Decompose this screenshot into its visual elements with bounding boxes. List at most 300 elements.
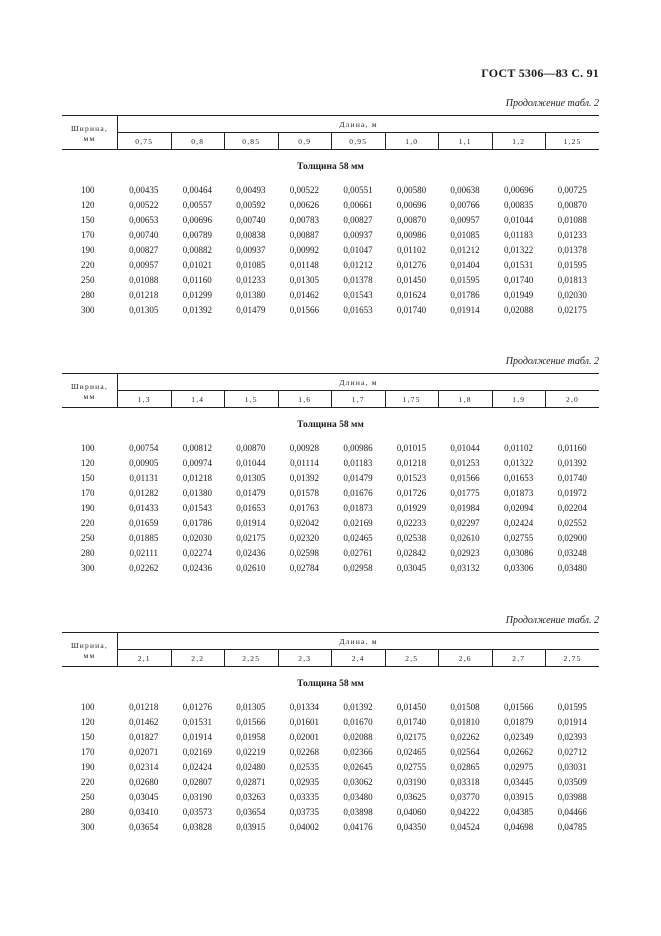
value-cell: 0,01183 <box>343 457 373 468</box>
value-cell: 0,03735 <box>289 806 320 817</box>
value-cell: 0,01659 <box>129 517 159 528</box>
data-table <box>62 440 599 575</box>
value-cell: 0,03828 <box>182 821 212 832</box>
value-cell: 0,03306 <box>503 562 534 573</box>
length-value-header: 0,95 <box>332 133 386 150</box>
table-row <box>62 182 599 197</box>
value-cell: 0,00626 <box>289 199 320 210</box>
value-cell: 0,01479 <box>236 304 266 315</box>
value-cell: 0,00725 <box>557 184 587 195</box>
value-cell: 0,00882 <box>182 244 212 255</box>
value-cell: 0,03190 <box>396 776 427 787</box>
width-cell: 190 <box>81 761 95 772</box>
value-cell: 0,00783 <box>289 214 320 225</box>
value-cell: 0,02610 <box>450 532 480 543</box>
value-cell: 0,01676 <box>343 487 373 498</box>
value-cell: 0,01775 <box>450 487 480 498</box>
value-cell: 0,01322 <box>503 244 534 255</box>
length-value-header: 2,25 <box>225 650 279 667</box>
value-cell: 0,02958 <box>343 562 373 573</box>
value-cell: 0,01543 <box>182 502 212 513</box>
width-cell: 300 <box>81 562 95 573</box>
value-cell: 0,02680 <box>129 776 159 787</box>
value-cell: 0,03480 <box>343 791 373 802</box>
value-cell: 0,01218 <box>396 457 427 468</box>
table-row <box>62 485 599 500</box>
value-cell: 0,02030 <box>182 532 212 543</box>
width-column-header: Ширина, мм <box>62 116 118 150</box>
value-cell: 0,03132 <box>450 562 480 573</box>
value-cell: 0,01218 <box>182 472 212 483</box>
value-cell: 0,01531 <box>182 716 212 727</box>
value-cell: 0,02175 <box>557 304 587 315</box>
value-cell: 0,00435 <box>129 184 159 195</box>
value-cell: 0,04524 <box>450 821 480 832</box>
value-cell: 0,01972 <box>557 487 587 498</box>
length-value-header: 1,7 <box>332 391 386 408</box>
value-cell: 0,00870 <box>557 199 587 210</box>
length-value-header: 1,3 <box>118 391 172 408</box>
width-cell: 120 <box>81 716 95 727</box>
value-cell: 0,00522 <box>129 199 159 210</box>
value-cell: 0,04060 <box>396 806 427 817</box>
value-cell: 0,03086 <box>503 547 534 558</box>
value-cell: 0,03770 <box>450 791 480 802</box>
value-cell: 0,01653 <box>343 304 373 315</box>
value-cell: 0,01253 <box>450 457 480 468</box>
value-cell: 0,02564 <box>450 746 480 757</box>
value-cell: 0,00493 <box>236 184 266 195</box>
value-cell: 0,00696 <box>396 199 427 210</box>
value-cell: 0,01380 <box>182 487 212 498</box>
length-header: Длина, м <box>118 633 600 650</box>
length-header: Длина, м <box>118 374 600 391</box>
length-value-header: 0,8 <box>171 133 225 150</box>
value-cell: 0,04222 <box>450 806 480 817</box>
value-cell: 0,01873 <box>343 502 373 513</box>
data-table <box>62 182 599 317</box>
value-cell: 0,00974 <box>182 457 212 468</box>
value-cell: 0,01578 <box>289 487 320 498</box>
value-cell: 0,02094 <box>503 502 534 513</box>
value-cell: 0,02001 <box>289 731 320 742</box>
width-cell: 220 <box>81 259 95 270</box>
length-value-header: 2,3 <box>278 650 332 667</box>
value-cell: 0,02219 <box>236 746 266 757</box>
length-value-header: 1,8 <box>439 391 493 408</box>
value-cell: 0,01479 <box>236 487 266 498</box>
value-cell: 0,00580 <box>396 184 427 195</box>
value-cell: 0,03573 <box>182 806 212 817</box>
value-cell: 0,01044 <box>503 214 534 225</box>
value-cell: 0,01566 <box>450 472 480 483</box>
value-cell: 0,01958 <box>236 731 266 742</box>
table-header <box>62 373 599 408</box>
value-cell: 0,02900 <box>557 532 587 543</box>
value-cell: 0,01305 <box>289 274 320 285</box>
length-value-header: 2,6 <box>439 650 493 667</box>
value-cell: 0,01088 <box>557 214 587 225</box>
table-section-1 <box>62 97 599 317</box>
value-cell: 0,03480 <box>557 562 587 573</box>
table-row <box>62 287 599 302</box>
value-cell: 0,00592 <box>236 199 266 210</box>
value-cell: 0,00827 <box>129 244 159 255</box>
value-cell: 0,01879 <box>503 716 534 727</box>
value-cell: 0,01392 <box>343 701 373 712</box>
value-cell: 0,03045 <box>396 562 427 573</box>
value-cell: 0,01282 <box>129 487 159 498</box>
table-row <box>62 242 599 257</box>
value-cell: 0,01740 <box>396 716 427 727</box>
width-column-header: Ширина, мм <box>62 374 118 408</box>
width-cell: 150 <box>81 214 95 225</box>
value-cell: 0,02088 <box>503 304 534 315</box>
length-value-header: 1,1 <box>439 133 493 150</box>
thickness-heading: Толщина 58 мм <box>297 162 364 172</box>
value-cell: 0,02538 <box>396 532 427 543</box>
table-row <box>62 804 599 819</box>
width-cell: 300 <box>81 821 95 832</box>
value-cell: 0,02842 <box>396 547 427 558</box>
value-cell: 0,02712 <box>557 746 587 757</box>
value-cell: 0,01508 <box>450 701 480 712</box>
value-cell: 0,03915 <box>503 791 534 802</box>
value-cell: 0,00740 <box>129 229 159 240</box>
value-cell: 0,03445 <box>503 776 534 787</box>
value-cell: 0,03654 <box>236 806 266 817</box>
value-cell: 0,03915 <box>236 821 266 832</box>
value-cell: 0,01653 <box>503 472 534 483</box>
length-value-header: 2,4 <box>332 650 386 667</box>
width-column-header: Ширина, мм <box>62 633 118 667</box>
value-cell: 0,03318 <box>450 776 480 787</box>
value-cell: 0,02436 <box>236 547 266 558</box>
value-cell: 0,01726 <box>396 487 427 498</box>
width-cell: 100 <box>81 701 95 712</box>
value-cell: 0,01462 <box>289 289 320 300</box>
value-cell: 0,01885 <box>129 532 159 543</box>
value-cell: 0,02807 <box>182 776 212 787</box>
value-cell: 0,01462 <box>129 716 159 727</box>
value-cell: 0,00696 <box>182 214 212 225</box>
value-cell: 0,01595 <box>450 274 480 285</box>
value-cell: 0,01160 <box>557 442 587 453</box>
value-cell: 0,01813 <box>557 274 587 285</box>
value-cell: 0,01102 <box>397 244 426 255</box>
value-cell: 0,02030 <box>557 289 587 300</box>
length-value-header: 1,5 <box>225 391 279 408</box>
value-cell: 0,02552 <box>557 517 587 528</box>
value-cell: 0,02480 <box>236 761 266 772</box>
value-cell: 0,02169 <box>343 517 373 528</box>
value-cell: 0,03190 <box>182 791 212 802</box>
width-cell: 150 <box>81 472 95 483</box>
table-section-2 <box>62 355 599 575</box>
value-cell: 0,01914 <box>182 731 212 742</box>
value-cell: 0,03335 <box>289 791 320 802</box>
table-row <box>62 560 599 575</box>
width-cell: 220 <box>81 776 95 787</box>
width-cell: 170 <box>81 487 95 498</box>
value-cell: 0,01131 <box>129 472 159 483</box>
value-cell: 0,01929 <box>396 502 427 513</box>
value-cell: 0,03031 <box>557 761 587 772</box>
value-cell: 0,01276 <box>396 259 427 270</box>
value-cell: 0,01566 <box>236 716 266 727</box>
value-cell: 0,00870 <box>396 214 427 225</box>
value-cell: 0,02204 <box>557 502 587 513</box>
width-cell: 280 <box>81 289 95 300</box>
table-row <box>62 744 599 759</box>
value-cell: 0,01740 <box>557 472 587 483</box>
value-cell: 0,01183 <box>504 229 534 240</box>
value-cell: 0,01566 <box>503 701 534 712</box>
value-cell: 0,01763 <box>289 502 320 513</box>
length-value-header: 1,75 <box>385 391 439 408</box>
length-value-header: 2,0 <box>546 391 600 408</box>
length-value-header: 1,2 <box>492 133 546 150</box>
value-cell: 0,01218 <box>129 701 159 712</box>
value-cell: 0,01914 <box>557 716 587 727</box>
value-cell: 0,01305 <box>236 472 266 483</box>
value-cell: 0,01160 <box>182 274 212 285</box>
value-cell: 0,02175 <box>396 731 427 742</box>
value-cell: 0,01102 <box>504 442 534 453</box>
value-cell: 0,00937 <box>343 229 373 240</box>
thickness-heading: Толщина 58 мм <box>297 420 364 430</box>
value-cell: 0,00557 <box>182 199 212 210</box>
value-cell: 0,02393 <box>557 731 587 742</box>
value-cell: 0,01334 <box>289 701 320 712</box>
width-cell: 190 <box>81 502 95 513</box>
value-cell: 0,01786 <box>182 517 212 528</box>
length-value-header: 1,4 <box>171 391 225 408</box>
value-cell: 0,03654 <box>129 821 159 832</box>
value-cell: 0,01984 <box>450 502 480 513</box>
table-caption: Продолжение табл. 2 <box>505 356 599 367</box>
value-cell: 0,02465 <box>396 746 427 757</box>
value-cell: 0,00522 <box>289 184 320 195</box>
length-value-header: 1,0 <box>385 133 439 150</box>
value-cell: 0,02042 <box>289 517 320 528</box>
value-cell: 0,01740 <box>396 304 427 315</box>
value-cell: 0,00754 <box>129 442 159 453</box>
value-cell: 0,00905 <box>129 457 159 468</box>
value-cell: 0,02871 <box>236 776 266 787</box>
value-cell: 0,01044 <box>236 457 266 468</box>
value-cell: 0,01740 <box>503 274 534 285</box>
table-row <box>62 197 599 212</box>
value-cell: 0,01433 <box>129 502 159 513</box>
value-cell: 0,01218 <box>129 289 159 300</box>
value-cell: 0,01392 <box>557 457 587 468</box>
value-cell: 0,01810 <box>450 716 480 727</box>
length-value-header: 1,6 <box>278 391 332 408</box>
value-cell: 0,02111 <box>129 547 159 558</box>
value-cell: 0,02268 <box>289 746 320 757</box>
table-row <box>62 500 599 515</box>
value-cell: 0,00766 <box>450 199 480 210</box>
value-cell: 0,01392 <box>289 472 320 483</box>
value-cell: 0,02175 <box>236 532 266 543</box>
value-cell: 0,00992 <box>289 244 320 255</box>
value-cell: 0,01404 <box>450 259 480 270</box>
value-cell: 0,00937 <box>236 244 266 255</box>
value-cell: 0,01392 <box>182 304 212 315</box>
value-cell: 0,01378 <box>343 274 373 285</box>
width-cell: 170 <box>81 229 95 240</box>
value-cell: 0,02071 <box>129 746 159 757</box>
value-cell: 0,02349 <box>503 731 534 742</box>
value-cell: 0,01233 <box>557 229 587 240</box>
length-value-header: 2,2 <box>171 650 225 667</box>
value-cell: 0,01949 <box>503 289 534 300</box>
value-cell: 0,00838 <box>236 229 266 240</box>
value-cell: 0,02320 <box>289 532 320 543</box>
table-header <box>62 632 599 667</box>
value-cell: 0,01015 <box>396 442 427 453</box>
value-cell: 0,01305 <box>236 701 266 712</box>
value-cell: 0,02610 <box>236 562 266 573</box>
value-cell: 0,02314 <box>129 761 159 772</box>
value-cell: 0,01088 <box>129 274 159 285</box>
value-cell: 0,01601 <box>289 716 320 727</box>
value-cell: 0,01786 <box>450 289 480 300</box>
value-cell: 0,01021 <box>182 259 212 270</box>
value-cell: 0,00789 <box>182 229 212 240</box>
table-caption: Продолжение табл. 2 <box>505 98 599 109</box>
width-cell: 170 <box>81 746 95 757</box>
table-header <box>62 115 599 150</box>
value-cell: 0,03062 <box>343 776 373 787</box>
value-cell: 0,02935 <box>289 776 320 787</box>
table-row <box>62 272 599 287</box>
value-cell: 0,02975 <box>503 761 534 772</box>
value-cell: 0,02233 <box>396 517 427 528</box>
value-cell: 0,00957 <box>129 259 159 270</box>
table-section-3 <box>62 614 599 834</box>
value-cell: 0,01595 <box>557 701 587 712</box>
table-row <box>62 699 599 714</box>
value-cell: 0,01566 <box>289 304 320 315</box>
length-value-header: 0,9 <box>278 133 332 150</box>
value-cell: 0,01047 <box>343 244 373 255</box>
thickness-heading: Толщина 58 мм <box>297 679 364 689</box>
value-cell: 0,01624 <box>396 289 427 300</box>
value-cell: 0,02923 <box>450 547 480 558</box>
value-cell: 0,02755 <box>503 532 534 543</box>
data-table <box>62 699 599 834</box>
value-cell: 0,02424 <box>503 517 534 528</box>
value-cell: 0,01543 <box>343 289 373 300</box>
table-row <box>62 759 599 774</box>
value-cell: 0,00812 <box>182 442 212 453</box>
value-cell: 0,03410 <box>129 806 159 817</box>
table-row <box>62 729 599 744</box>
table-row <box>62 530 599 545</box>
value-cell: 0,00957 <box>450 214 480 225</box>
value-cell: 0,01873 <box>503 487 534 498</box>
value-cell: 0,01523 <box>396 472 427 483</box>
value-cell: 0,00653 <box>129 214 159 225</box>
value-cell: 0,01653 <box>236 502 266 513</box>
table-row <box>62 714 599 729</box>
value-cell: 0,03248 <box>557 547 587 558</box>
value-cell: 0,00827 <box>343 214 373 225</box>
value-cell: 0,01914 <box>236 517 266 528</box>
table-row <box>62 515 599 530</box>
width-cell: 250 <box>81 791 95 802</box>
value-cell: 0,03988 <box>557 791 587 802</box>
length-value-header: 2,75 <box>546 650 600 667</box>
value-cell: 0,02262 <box>450 731 480 742</box>
value-cell: 0,01276 <box>182 701 212 712</box>
value-cell: 0,01450 <box>396 701 427 712</box>
value-cell: 0,00887 <box>289 229 320 240</box>
value-cell: 0,01380 <box>236 289 266 300</box>
value-cell: 0,01670 <box>343 716 373 727</box>
width-cell: 190 <box>81 244 95 255</box>
value-cell: 0,03625 <box>396 791 427 802</box>
length-header: Длина, м <box>118 116 600 133</box>
width-cell: 120 <box>81 457 95 468</box>
value-cell: 0,01479 <box>343 472 373 483</box>
value-cell: 0,00986 <box>343 442 373 453</box>
value-cell: 0,03045 <box>129 791 159 802</box>
value-cell: 0,04466 <box>557 806 587 817</box>
value-cell: 0,01212 <box>343 259 373 270</box>
length-value-header: 1,25 <box>546 133 600 150</box>
value-cell: 0,01148 <box>289 259 319 270</box>
value-cell: 0,00464 <box>182 184 212 195</box>
value-cell: 0,04698 <box>503 821 534 832</box>
value-cell: 0,02761 <box>343 547 373 558</box>
table-row <box>62 455 599 470</box>
value-cell: 0,00986 <box>396 229 427 240</box>
length-value-header: 0,85 <box>225 133 279 150</box>
width-cell: 250 <box>81 274 95 285</box>
value-cell: 0,01044 <box>450 442 480 453</box>
value-cell: 0,02436 <box>182 562 212 573</box>
length-value-header: 2,7 <box>492 650 546 667</box>
value-cell: 0,02865 <box>450 761 480 772</box>
table-row <box>62 470 599 485</box>
value-cell: 0,02784 <box>289 562 320 573</box>
value-cell: 0,02598 <box>289 547 320 558</box>
value-cell: 0,03898 <box>343 806 373 817</box>
value-cell: 0,01914 <box>450 304 480 315</box>
value-cell: 0,00551 <box>343 184 373 195</box>
value-cell: 0,02645 <box>343 761 373 772</box>
value-cell: 0,02169 <box>182 746 212 757</box>
page-header: ГОСТ 5306—83 С. 91 <box>481 66 599 80</box>
value-cell: 0,02297 <box>450 517 480 528</box>
width-cell: 150 <box>81 731 95 742</box>
value-cell: 0,01378 <box>557 244 587 255</box>
value-cell: 0,04385 <box>503 806 534 817</box>
value-cell: 0,04002 <box>289 821 320 832</box>
value-cell: 0,00835 <box>503 199 534 210</box>
width-cell: 100 <box>81 184 95 195</box>
value-cell: 0,00696 <box>503 184 534 195</box>
value-cell: 0,02274 <box>182 547 212 558</box>
width-cell: 280 <box>81 547 95 558</box>
value-cell: 0,02535 <box>289 761 320 772</box>
table-row <box>62 440 599 455</box>
value-cell: 0,00928 <box>289 442 320 453</box>
width-cell: 300 <box>81 304 95 315</box>
